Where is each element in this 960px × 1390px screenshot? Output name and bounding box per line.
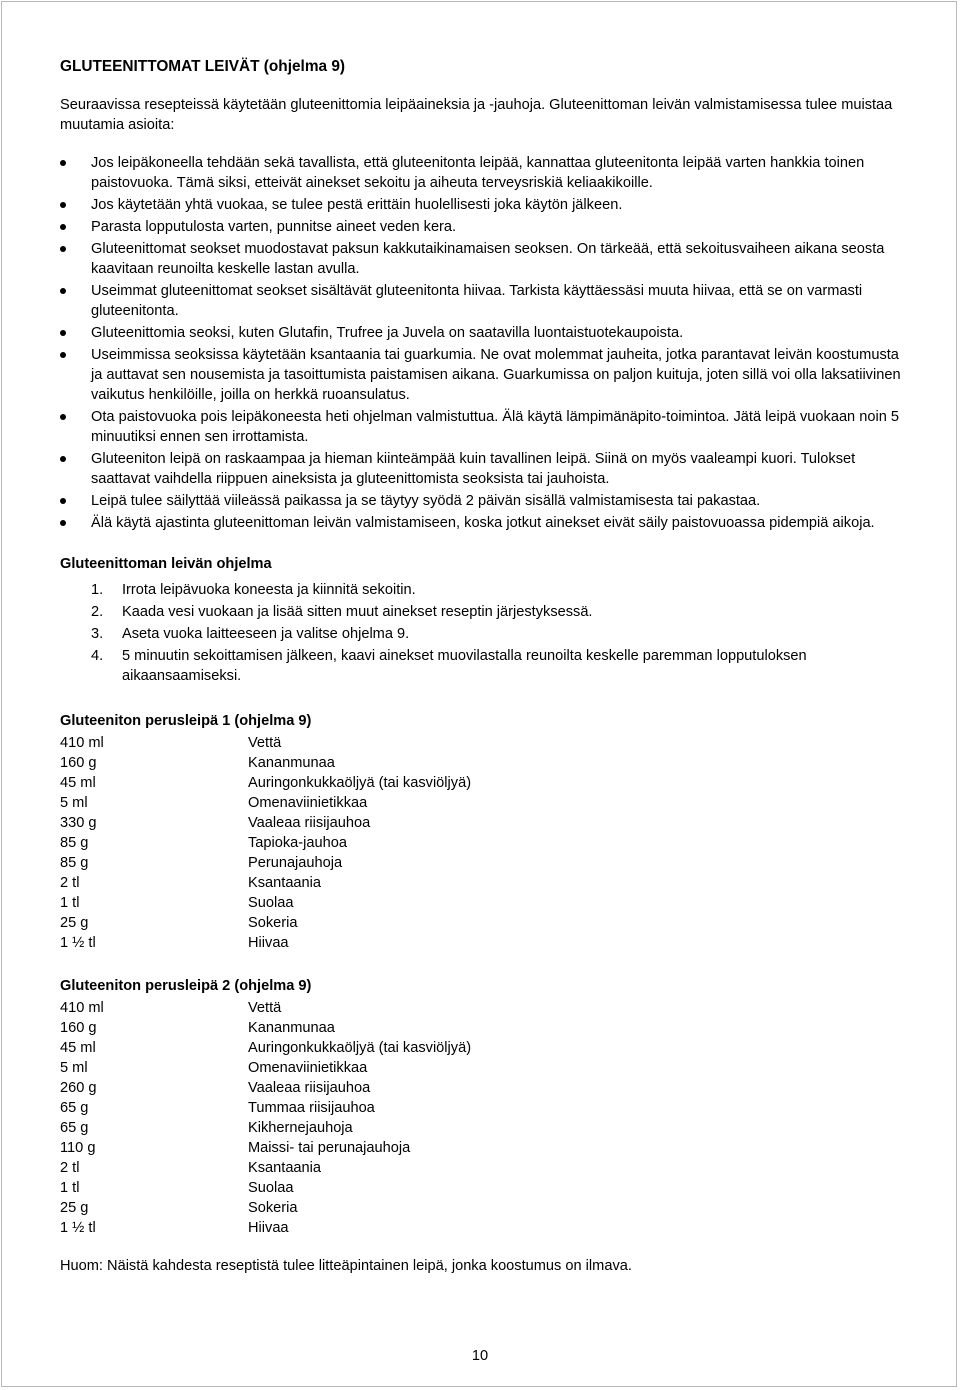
step-number: 2.: [91, 604, 104, 620]
step-text: Irrota leipävuoka koneesta ja kiinnitä sekoitin.: [122, 582, 416, 598]
ingredient-name: Auringonkukkaöljyä (tai kasviöljyä): [248, 775, 472, 791]
bullet-icon: [60, 224, 66, 230]
ingredient-row: [60, 1218, 471, 1238]
ingredient-name: Kananmunaa: [248, 755, 335, 771]
ingredient-name: Ksantaania: [248, 1160, 322, 1176]
document-content: [60, 56, 910, 1291]
ingredient-amount: 5 ml: [60, 795, 88, 811]
ingredient-amount: 1 tl: [60, 895, 80, 911]
ingredient-row: [60, 998, 471, 1018]
tip-list-item: [60, 239, 910, 279]
page-title: GLUTEENITTOMAT LEIVÄT (ohjelma 9): [60, 58, 346, 75]
ingredient-name: Kananmunaa: [248, 1020, 335, 1036]
ingredient-amount: 1 tl: [60, 1180, 80, 1196]
ingredient-row: [60, 733, 471, 753]
tip-list-item: [60, 407, 910, 447]
ingredient-name: Sokeria: [248, 1200, 298, 1216]
bullet-icon: [60, 160, 66, 166]
bullet-icon: [60, 456, 66, 462]
tip-text: Parasta lopputulosta varten, punnitse aineet veden kera.: [91, 219, 457, 235]
ingredient-amount: 45 ml: [60, 775, 96, 791]
ingredient-amount: 1 ½ tl: [60, 935, 96, 951]
tip-text: Useimmat gluteenittomat seokset sisältävät gluteenitonta hiivaa. Tarkista käyttäessäsi muuta hiivaa, että se on varmasti gluteenitonta.: [91, 283, 863, 319]
ingredient-row: [60, 933, 471, 953]
ingredient-amount: 410 ml: [60, 735, 104, 751]
note-paragraph: Huom: Näistä kahdesta reseptistä tulee litteäpintainen leipä, jonka koostumus on ilmava.: [60, 1258, 632, 1274]
ingredient-amount: 2 tl: [60, 1160, 80, 1176]
bullet-icon: [60, 414, 66, 420]
ingredient-name: Auringonkukkaöljyä (tai kasviöljyä): [248, 1040, 472, 1056]
ingredient-row: [60, 1038, 471, 1058]
program-section: [60, 554, 910, 686]
ingredient-row: [60, 793, 471, 813]
recipe-2-ingredients-table: [60, 998, 471, 1238]
ingredient-row: [60, 1178, 471, 1198]
bullet-icon: [60, 520, 66, 526]
page-number: 10: [471, 1348, 489, 1364]
program-heading: Gluteenittoman leivän ohjelma: [60, 556, 272, 572]
bullet-icon: [60, 288, 66, 294]
ingredient-row: [60, 913, 471, 933]
tip-text: Jos leipäkoneella tehdään sekä tavallista, että gluteenitonta leipää, kannattaa gluteenitonta leipää varten hankkia toinen paistovuoka. Tämä siksi, etteivät ainekset sekoitu ja aiheuta terveysriskiä keliaakikoille.: [91, 155, 865, 191]
ingredient-row: [60, 873, 471, 893]
ingredient-name: Hiivaa: [248, 1220, 289, 1236]
ingredient-name: Omenaviinietikkaa: [248, 1060, 368, 1076]
program-steps-list: [60, 580, 910, 686]
ingredient-name: Ksantaania: [248, 875, 322, 891]
ingredient-row: [60, 1098, 471, 1118]
ingredient-name: Perunajauhoja: [248, 855, 343, 871]
ingredient-name: Vaaleaa riisijauhoa: [248, 815, 371, 831]
recipe-1-section: [60, 711, 910, 953]
step-text: 5 minuutin sekoittamisen jälkeen, kaavi ainekset muovilastalla reunoilta keskelle paremman lopputuloksen aikaansaamiseksi.: [122, 648, 807, 684]
bullet-icon: [60, 498, 66, 504]
ingredient-row: [60, 773, 471, 793]
ingredient-name: Suolaa: [248, 895, 294, 911]
ingredient-row: [60, 1138, 471, 1158]
step-number: 1.: [91, 582, 104, 598]
ingredient-amount: 65 g: [60, 1120, 89, 1136]
step-text: Kaada vesi vuokaan ja lisää sitten muut ainekset reseptin järjestyksessä.: [122, 604, 593, 620]
tip-list-item: [60, 491, 910, 511]
ingredient-name: Tapioka-jauhoa: [248, 835, 347, 851]
tip-list-item: [60, 153, 910, 193]
ingredient-row: [60, 1118, 471, 1138]
ingredient-row: [60, 1198, 471, 1218]
ingredient-row: [60, 1078, 471, 1098]
ingredient-row: [60, 1158, 471, 1178]
program-step: [60, 624, 910, 644]
ingredient-name: Kikhernejauhoja: [248, 1120, 353, 1136]
recipe-2-section: [60, 976, 910, 1238]
intro-paragraph: Seuraavissa resepteissä käytetään gluteenittomia leipäaineksia ja -jauhoja. Gluteenittoman leivän valmistamisessa tulee muistaa muutamia asioita:: [60, 97, 893, 133]
tip-text: Ota paistovuoka pois leipäkoneesta heti ohjelman valmistuttua. Älä käytä lämpimänäpito-toimintoa. Jätä leipä vuokaan noin 5 minuutiksi ennen sen irrottamista.: [91, 409, 899, 445]
ingredient-name: Sokeria: [248, 915, 298, 931]
ingredient-name: Vettä: [248, 735, 282, 751]
ingredient-row: [60, 893, 471, 913]
ingredient-row: [60, 853, 471, 873]
ingredient-amount: 160 g: [60, 1020, 97, 1036]
ingredient-amount: 110 g: [60, 1140, 96, 1156]
ingredient-name: Maissi- tai perunajauhoja: [248, 1140, 411, 1156]
tip-text: Gluteeniton leipä on raskaampaa ja hieman kiinteämpää kuin tavallinen leipä. Siinä on myös vaaleampi kuori. Tulokset saattavat vaihdella riippuen aineksista ja gluteenittomista seoksista tai jauhoista.: [91, 451, 856, 487]
tip-list-item: [60, 345, 910, 405]
tip-text: Gluteenittomia seoksi, kuten Glutafin, Trufree ja Juvela on saatavilla luontaistuotekaupoista.: [91, 325, 684, 341]
bullet-icon: [60, 246, 66, 252]
ingredient-amount: 45 ml: [60, 1040, 96, 1056]
ingredient-amount: 25 g: [60, 1200, 89, 1216]
tip-list-item: [60, 323, 910, 343]
program-step: [60, 646, 910, 686]
ingredient-name: Omenaviinietikkaa: [248, 795, 368, 811]
program-step: [60, 602, 910, 622]
tip-list-item: [60, 449, 910, 489]
step-number: 3.: [91, 626, 104, 642]
tip-list-item: [60, 513, 910, 533]
step-number: 4.: [91, 648, 104, 664]
tip-list-item: [60, 281, 910, 321]
ingredient-name: Vettä: [248, 1000, 282, 1016]
ingredient-amount: 85 g: [60, 835, 89, 851]
ingredient-amount: 25 g: [60, 915, 89, 931]
tip-text: Älä käytä ajastinta gluteenittoman leivän valmistamiseen, koska jotkut ainekset eivät säily paistovuoassa pidempiä aikoja.: [91, 515, 875, 531]
ingredient-amount: 65 g: [60, 1100, 89, 1116]
ingredient-name: Hiivaa: [248, 935, 289, 951]
recipe-1-heading: Gluteeniton perusleipä 1 (ohjelma 9): [60, 713, 312, 729]
ingredient-amount: 85 g: [60, 855, 89, 871]
ingredient-amount: 260 g: [60, 1080, 97, 1096]
ingredient-name: Vaaleaa riisijauhoa: [248, 1080, 371, 1096]
ingredient-amount: 2 tl: [60, 875, 80, 891]
ingredient-row: [60, 1018, 471, 1038]
ingredient-row: [60, 813, 471, 833]
tip-list-item: [60, 195, 910, 215]
tip-text: Gluteenittomat seokset muodostavat paksun kakkutaikinamaisen seoksen. On tärkeää, että sekoitusvaiheen aikana seosta kaavitaan reunoilta keskelle lastan avulla.: [91, 241, 885, 277]
ingredient-row: [60, 753, 471, 773]
ingredient-amount: 5 ml: [60, 1060, 88, 1076]
tips-list: [60, 153, 910, 533]
step-text: Aseta vuoka laitteeseen ja valitse ohjelma 9.: [122, 626, 410, 642]
tip-text: Leipä tulee säilyttää viileässä paikassa ja se täytyy syödä 2 päivän sisällä valmistamisesta tai pakastaa.: [91, 493, 761, 509]
recipe-2-heading: Gluteeniton perusleipä 2 (ohjelma 9): [60, 978, 312, 994]
bullet-icon: [60, 202, 66, 208]
recipe-1-ingredients-table: [60, 733, 471, 953]
ingredient-row: [60, 1058, 471, 1078]
ingredient-amount: 410 ml: [60, 1000, 104, 1016]
tip-text: Jos käytetään yhtä vuokaa, se tulee pestä erittäin huolellisesti joka käytön jälkeen.: [91, 197, 623, 213]
bullet-icon: [60, 352, 66, 358]
bullet-icon: [60, 330, 66, 336]
tip-list-item: [60, 217, 910, 237]
ingredient-amount: 330 g: [60, 815, 97, 831]
ingredient-amount: 160 g: [60, 755, 97, 771]
tip-text: Useimmissa seoksissa käytetään ksantaania tai guarkumia. Ne ovat molemmat jauheita, jotka parantavat leivän koostumusta ja auttavat sen nousemista ja tasoittumista paistamisen aikana. Guarkumissa on paljon kuituja, joten sillä voi olla laksatiivinen vaikutus henkilöille, joilla on herkkä ruoansulatus.: [91, 347, 901, 403]
program-step: [60, 580, 910, 600]
ingredient-amount: 1 ½ tl: [60, 1220, 96, 1236]
ingredient-name: Tummaa riisijauhoa: [248, 1100, 375, 1116]
ingredient-row: [60, 833, 471, 853]
ingredient-name: Suolaa: [248, 1180, 294, 1196]
